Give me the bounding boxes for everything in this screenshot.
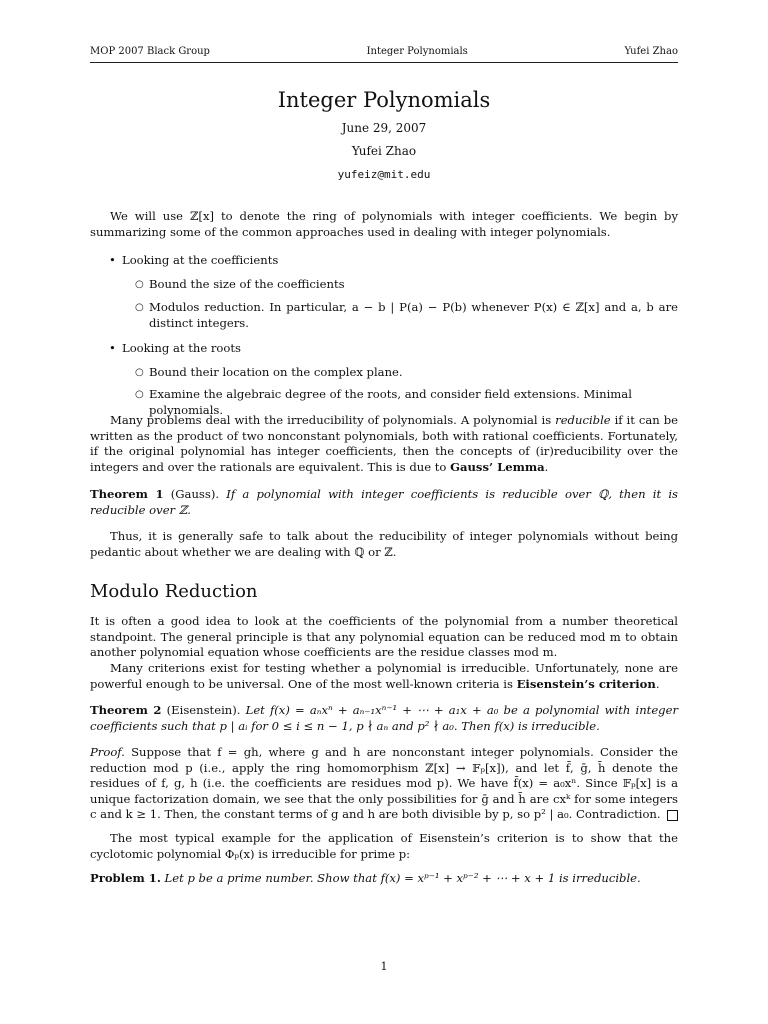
bullet-mark: • bbox=[109, 253, 116, 267]
sub-bullet-mark: ○ bbox=[135, 302, 144, 313]
running-header bbox=[90, 46, 678, 63]
sub-bullet-mark: ○ bbox=[135, 367, 144, 378]
theorem-2 bbox=[90, 703, 678, 734]
header-right: Yufei Zhao bbox=[624, 46, 678, 57]
paper-title: Integer Polynomials bbox=[277, 88, 491, 112]
intro-paragraph: We will use ℤ[x] to denote the ring of polynomials with integer coefficients. We begin by summarizing some of the common approaches used in dealing with integer polynomials. bbox=[90, 209, 678, 239]
sub-item-modulos bbox=[135, 300, 678, 331]
page-number: 1 bbox=[380, 960, 388, 973]
qed-square-icon bbox=[667, 810, 678, 821]
bullet-label: Looking at the coefficients bbox=[122, 253, 279, 267]
bold-gauss-lemma: Gauss’ Lemma bbox=[450, 459, 545, 474]
theorem-label: Theorem 2 bbox=[90, 703, 162, 717]
theorem-label: Theorem 1 bbox=[90, 487, 164, 501]
paper-email: yufeiz@mit.edu bbox=[337, 168, 431, 181]
proof-text: Suppose that f = gh, where g and h are nonconstant integer polynomials. Consider the reduction mod p (i.e., apply the ring homomorphism ℤ[x] → 𝔽ₚ[x]), and let f̄, ḡ, h̄ denote the residues of f, g, h (i.e. the coefficients are residues mod p). We have f̄(x) = a₀xⁿ. Since 𝔽ₚ[x] is a unique factorization domain, we see that the only possibilities for ḡ and h̄ are cxᵏ for some integers c and k ≥ 1. Then, the constant terms of g and h are both divisible by p, so p² | a₀. Contradiction. bbox=[90, 745, 678, 821]
sub-item-bound-size bbox=[135, 277, 678, 293]
paragraph-thus: Thus, it is generally safe to talk about the reducibility of integer polynomials without being pedantic about whether we are dealing with ℚ or ℤ. bbox=[90, 529, 678, 559]
bullet-mark: • bbox=[109, 341, 116, 355]
theorem-text: Let f(x) = aₙxⁿ + aₙ₋₁xⁿ⁻¹ + ⋯ + a₁x + a₀ be a polynomial with integer coefficients such that p | aᵢ for 0 ≤ i ≤ n − 1, p ∤ aₙ and p² ∤ a₀. Then f(x) is irreducible. bbox=[90, 703, 679, 733]
sub-bullet-mark: ○ bbox=[135, 279, 144, 290]
proof-label: Proof. bbox=[90, 745, 125, 759]
theorem-1 bbox=[90, 487, 678, 518]
theorem-attribution: (Eisenstein). bbox=[166, 703, 241, 717]
bullet-roots bbox=[109, 341, 678, 357]
sub-item-label: Examine the algebraic degree of the roots, and consider field extensions. Minimal polynomials. bbox=[149, 387, 632, 417]
sub-item-bound-location bbox=[135, 365, 678, 381]
paragraph-modulo-2 bbox=[90, 661, 678, 692]
paragraph-cyclotomic: The most typical example for the application of Eisenstein’s criterion is to show that the cyclotomic polynomial Φₚ(x) is irreducible for prime p: bbox=[90, 831, 678, 861]
sub-bullet-mark: ○ bbox=[135, 389, 144, 400]
section-title: Modulo Reduction bbox=[90, 581, 258, 602]
text-run: . bbox=[544, 459, 549, 474]
paragraph-modulo-1: It is often a good idea to look at the coefficients of the polynomial from a number theoretical standpoint. The general principle is that any polynomial equation can be reduced mod m to obtain another polynomial equation whose coefficients are the residue classes mod m. bbox=[90, 614, 678, 659]
theorem-attribution: (Gauss). bbox=[170, 487, 220, 501]
text-run: if it can be written as the product of two nonconstant polynomials, both with rational coefficients. Fortunately, if the original polynomial has integer coefficients, then the concepts of (ir)reducibility over the integers and over the rationals are equivalent. This is due to bbox=[90, 413, 678, 474]
sub-item-label: Modulos reduction. In particular, a − b | P(a) − P(b) whenever P(x) ∈ ℤ[x] and a, b are distinct integers. bbox=[149, 300, 678, 330]
paper-author: Yufei Zhao bbox=[351, 144, 417, 158]
header-left: MOP 2007 Black Group bbox=[90, 46, 210, 57]
paragraph-reducible bbox=[90, 413, 678, 475]
text-run: . bbox=[655, 676, 660, 691]
problem-label: Problem 1. bbox=[90, 871, 161, 885]
header-center: Integer Polynomials bbox=[366, 46, 468, 57]
sub-item-label: Bound the size of the coefficients bbox=[149, 277, 345, 291]
bold-eisenstein: Eisenstein’s criterion bbox=[516, 676, 656, 691]
proof bbox=[90, 745, 678, 823]
bullet-coefficients bbox=[109, 253, 678, 269]
bullet-label: Looking at the roots bbox=[122, 341, 242, 355]
text-run: Many problems deal with the irreducibility of polynomials. A polynomial is bbox=[110, 413, 556, 427]
theorem-text: If a polynomial with integer coefficients is reducible over ℚ, then it is reducible over ℤ. bbox=[90, 487, 678, 517]
emphasis-reducible: reducible bbox=[555, 413, 611, 427]
problem-text: Let p be a prime number. Show that f(x) = xᵖ⁻¹ + xᵖ⁻² + ⋯ + x + 1 is irreducible. bbox=[164, 871, 641, 885]
paper-date: June 29, 2007 bbox=[341, 121, 427, 135]
text-run: Many criterions exist for testing whether a polynomial is irreducible. Unfortunately, none are powerful enough to be universal. One of the most well-known criteria is bbox=[90, 661, 678, 691]
problem-1 bbox=[90, 871, 678, 887]
sub-item-label: Bound their location on the complex plane. bbox=[149, 365, 403, 379]
